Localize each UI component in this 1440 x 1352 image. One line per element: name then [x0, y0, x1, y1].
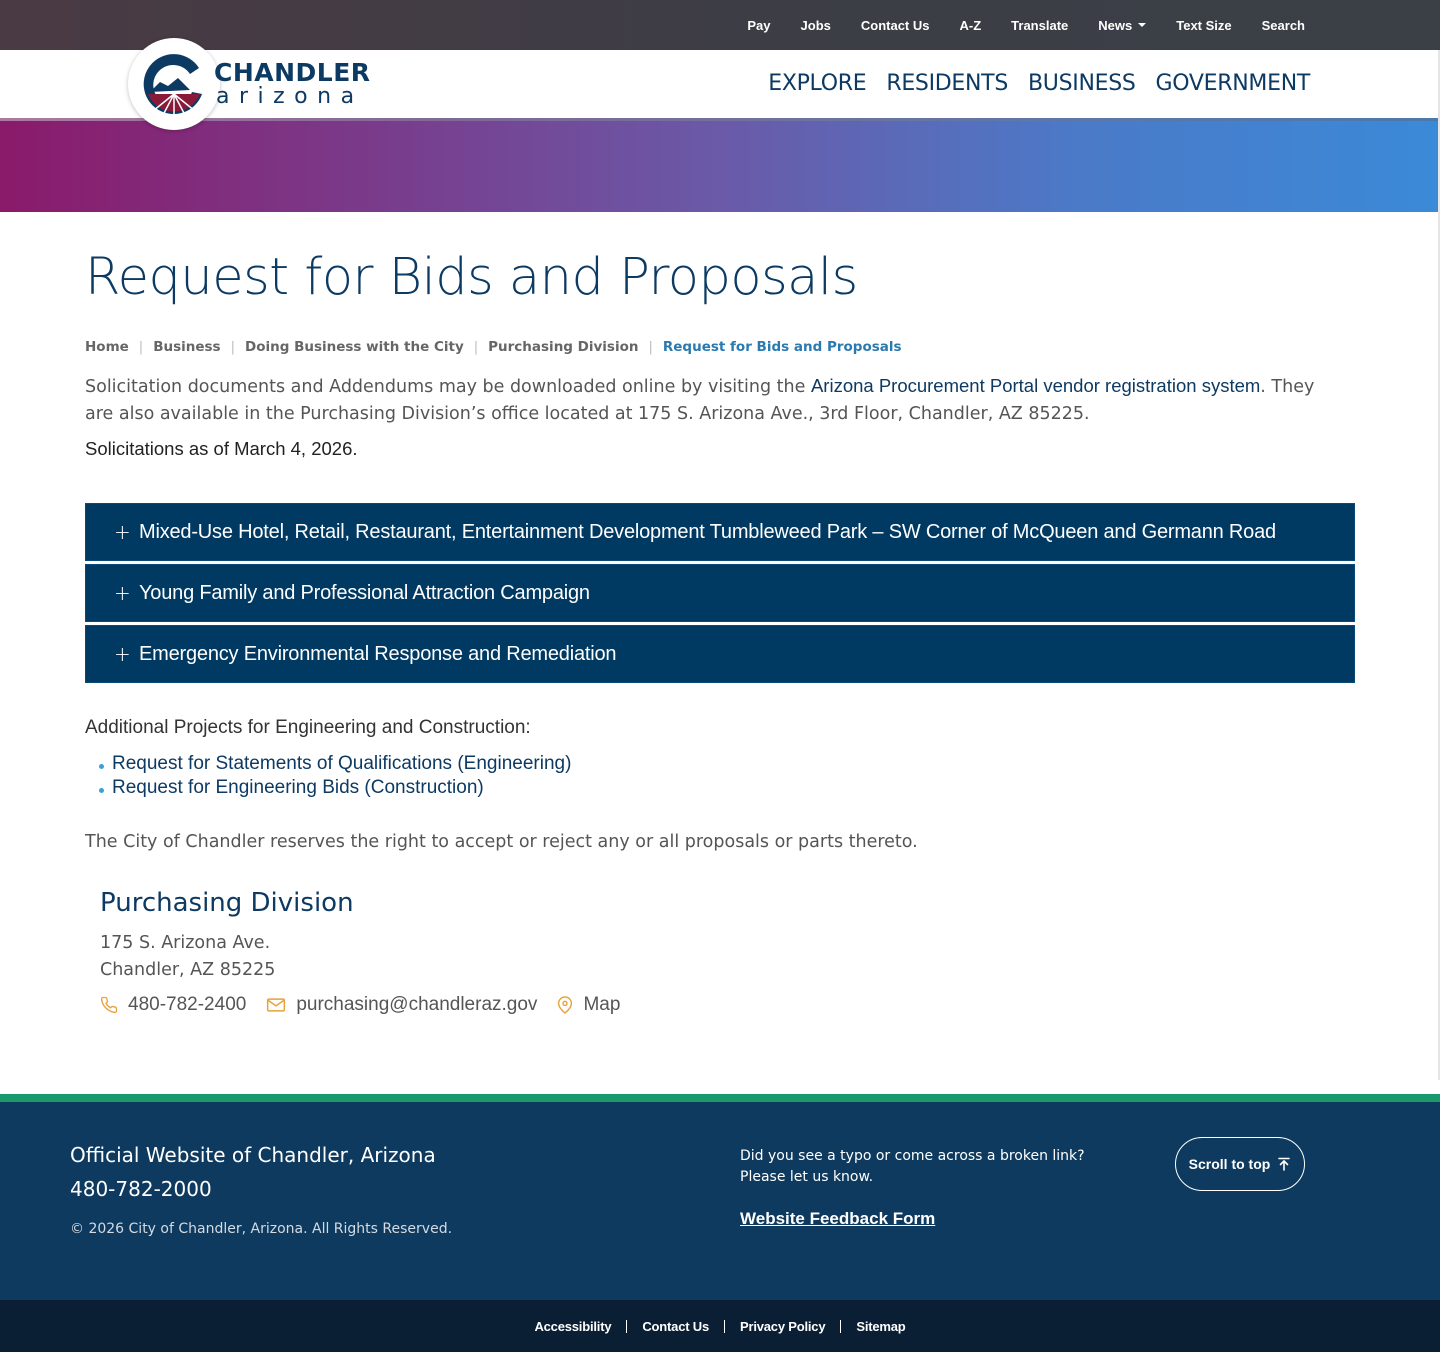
footer-title: Official Website of Chandler, Arizona: [70, 1143, 436, 1167]
utility-news-dropdown[interactable]: [1098, 18, 1146, 33]
breadcrumb: [85, 339, 902, 355]
scroll-to-top-button[interactable]: [1175, 1137, 1305, 1191]
feedback-line2: Please let us know.: [740, 1169, 874, 1185]
utility-text-size-link[interactable]: Text Size: [1176, 17, 1232, 33]
nav-government[interactable]: GOVERNMENT: [1155, 70, 1310, 96]
engineering-qualifications-link[interactable]: Request for Statements of Qualifications (Engineering): [112, 753, 572, 774]
logo-emblem: [128, 38, 220, 130]
feedback-message: [740, 1146, 1100, 1188]
contact-map-link[interactable]: Map: [583, 994, 621, 1015]
intro-paragraph: [85, 372, 1335, 428]
plus-icon: +: [114, 581, 131, 605]
solicitations-accordion: [85, 503, 1355, 686]
purchasing-contact-card: [100, 888, 640, 1016]
footer-info: [70, 1143, 452, 1237]
utility-jobs-link[interactable]: Jobs: [800, 17, 831, 33]
news-label: News: [1098, 17, 1133, 33]
map-pin-icon: [557, 995, 573, 1015]
caret-down-icon: [1138, 23, 1146, 27]
logo-wordmark: [214, 60, 371, 108]
footer-bottom-links: [0, 1300, 1440, 1352]
breadcrumb-separator: |: [230, 339, 235, 355]
bullet-icon: [99, 764, 104, 769]
site-logo[interactable]: [128, 38, 371, 132]
breadcrumb-separator: |: [473, 339, 479, 355]
address-line2: Chandler, AZ 85225: [100, 960, 276, 980]
plus-icon: +: [114, 642, 131, 666]
footer-phone-link[interactable]: 480-782-2000: [70, 1177, 212, 1201]
accordion-label: Emergency Environmental Response and Remediation: [139, 642, 617, 665]
website-feedback-link[interactable]: Website Feedback Form: [740, 1209, 936, 1228]
contact-methods: [100, 994, 640, 1016]
accordion-item-attraction-campaign[interactable]: [85, 564, 1355, 622]
utility-pay-link[interactable]: Pay: [747, 17, 771, 33]
intro-text-before: Solicitation documents and Addendums may be downloaded online by visiting the: [85, 377, 811, 397]
utility-translate-link[interactable]: Translate: [1011, 17, 1069, 33]
footer-copyright: © 2026 City of Chandler, Arizona. All Rights Reserved.: [70, 1221, 453, 1237]
footer-feedback: [740, 1146, 1100, 1229]
footer-contact-link[interactable]: Contact Us: [626, 1320, 724, 1333]
utility-contact-link[interactable]: Contact Us: [860, 17, 930, 33]
phone-icon: [100, 996, 118, 1014]
accordion-item-hotel-development[interactable]: [85, 503, 1355, 561]
reserve-rights-text: The City of Chandler reserves the right to accept or reject any or all proposals or parts thereto.: [85, 832, 918, 852]
breadcrumb-business[interactable]: Business: [153, 339, 221, 355]
arrow-up-icon: [1277, 1157, 1291, 1171]
footer-sitemap-link[interactable]: Sitemap: [840, 1320, 920, 1333]
accordion-label: Mixed-Use Hotel, Retail, Restaurant, Entertainment Development Tumbleweed Park – SW Corner of McQueen and Germann Road: [139, 520, 1276, 543]
utility-search-link[interactable]: Search: [1261, 17, 1305, 33]
accordion-label: Young Family and Professional Attraction Campaign: [139, 581, 590, 604]
nav-residents[interactable]: RESIDENTS: [886, 70, 1008, 96]
chandler-emblem-icon: [138, 48, 210, 120]
breadcrumb-doing-business[interactable]: Doing Business with the City: [244, 339, 464, 355]
address-line1: 175 S. Arizona Ave.: [100, 933, 271, 953]
engineering-bids-link[interactable]: Request for Engineering Bids (Construction): [112, 777, 484, 798]
plus-icon: +: [114, 520, 131, 544]
breadcrumb-separator: |: [138, 339, 144, 355]
scroll-to-top-label: Scroll to top: [1188, 1156, 1271, 1172]
breadcrumb-home[interactable]: Home: [85, 339, 129, 355]
logo-line1: CHANDLER: [214, 58, 371, 87]
breadcrumb-purchasing[interactable]: Purchasing Division: [488, 339, 639, 355]
site-footer: [0, 1094, 1440, 1300]
contact-title: Purchasing Division: [100, 888, 354, 918]
list-item: [99, 752, 571, 776]
breadcrumb-separator: |: [648, 339, 653, 355]
footer-privacy-link[interactable]: Privacy Policy: [724, 1320, 840, 1333]
contact-email-link[interactable]: purchasing@chandleraz.gov: [296, 994, 538, 1015]
nav-explore[interactable]: EXPLORE: [768, 70, 867, 96]
intro-text-after: . They are also available in the Purchasing Division’s office located at 175 S. Arizona Ave., 3rd Floor, Chandler, AZ 85225.: [85, 377, 1315, 424]
feedback-line1: Did you see a typo or come across a broken link?: [740, 1148, 1085, 1164]
bullet-icon: [99, 788, 104, 793]
solicitations-date: Solicitations as of March 4, 2026.: [85, 438, 358, 459]
utility-nav: [717, 0, 1305, 50]
list-item: [99, 776, 571, 800]
logo-line2: arizona: [216, 84, 364, 109]
accordion-item-emergency-response[interactable]: [85, 625, 1355, 683]
additional-projects-heading: Additional Projects for Engineering and Construction:: [85, 717, 531, 738]
page-title: Request for Bids and Proposals: [85, 248, 858, 307]
contact-phone-link[interactable]: 480-782-2400: [128, 994, 247, 1015]
additional-projects-list: [99, 752, 571, 800]
envelope-icon: [266, 996, 286, 1014]
utility-az-link[interactable]: A-Z: [959, 17, 982, 33]
main-nav: [748, 50, 1310, 116]
breadcrumb-current: Request for Bids and Proposals: [662, 339, 902, 355]
nav-business[interactable]: BUSINESS: [1028, 70, 1136, 96]
footer-accessibility-link[interactable]: Accessibility: [534, 1318, 612, 1334]
contact-address: [100, 930, 640, 984]
hero-banner: [0, 118, 1440, 212]
procurement-portal-link[interactable]: Arizona Procurement Portal vendor registration system: [810, 375, 1261, 396]
